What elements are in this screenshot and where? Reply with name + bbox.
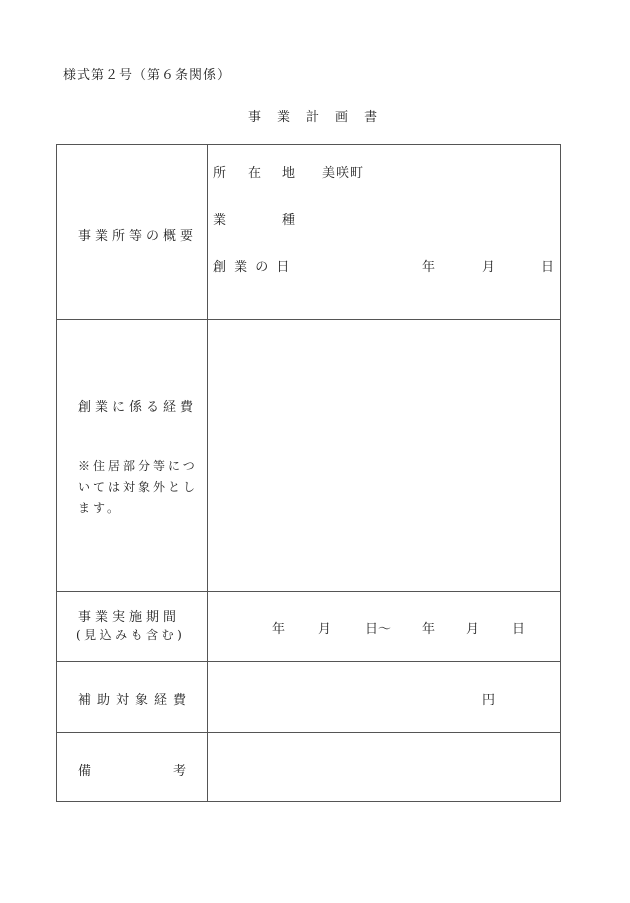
costs-note-line: ます。 <box>78 501 123 515</box>
yen-unit: 円 <box>482 693 496 708</box>
founding-date-label: 創 業 の 日 <box>213 260 292 275</box>
title-char: 事 <box>248 110 262 125</box>
overview-label: 事業所等の概要 <box>78 229 198 244</box>
title-char: 書 <box>364 110 378 125</box>
location-label-3: 地 <box>282 166 296 181</box>
location-label-1: 所 <box>213 166 227 181</box>
location-label-2: 在 <box>248 166 262 181</box>
founding-year[interactable]: 年 <box>422 260 436 275</box>
end-month[interactable]: 月 <box>466 622 480 637</box>
title-char: 業 <box>277 110 291 125</box>
startup-costs-field[interactable] <box>209 321 559 589</box>
founding-month[interactable]: 月 <box>482 260 496 275</box>
row-divider <box>57 661 560 662</box>
document-title <box>248 106 393 125</box>
subsidy-costs-label: 補助対象経費 <box>78 693 193 708</box>
form-number: 様式第２号（第６条関係） <box>63 68 232 83</box>
period-label: 事業実施期間 <box>78 610 181 625</box>
subsidy-amount-field[interactable] <box>209 663 479 729</box>
industry-label-2: 種 <box>282 213 296 228</box>
start-day[interactable]: 日～ <box>365 622 392 637</box>
row-divider <box>57 591 560 592</box>
row-divider <box>57 319 560 320</box>
remarks-label-right: 考 <box>173 764 187 779</box>
industry-label-1: 業 <box>213 213 227 228</box>
column-divider <box>207 145 208 801</box>
location-value[interactable]: 美咲町 <box>322 166 365 181</box>
remarks-label-left: 備 <box>78 764 92 779</box>
costs-note-line: ※住居部分等につ <box>78 459 198 473</box>
startup-costs-label: 創業に係る経費 <box>78 400 198 415</box>
row-divider <box>57 732 560 733</box>
title-char: 画 <box>335 110 349 125</box>
end-day[interactable]: 日 <box>512 622 526 637</box>
founding-day[interactable]: 日 <box>541 260 555 275</box>
title-char: 計 <box>306 110 320 125</box>
remarks-field[interactable] <box>209 734 559 800</box>
start-year[interactable]: 年 <box>272 622 286 637</box>
start-month[interactable]: 月 <box>318 622 332 637</box>
costs-note-line: いては対象外とし <box>78 480 199 494</box>
business-plan-table <box>56 144 561 802</box>
period-sublabel: (見込みも含む) <box>76 628 186 642</box>
end-year[interactable]: 年 <box>422 622 436 637</box>
